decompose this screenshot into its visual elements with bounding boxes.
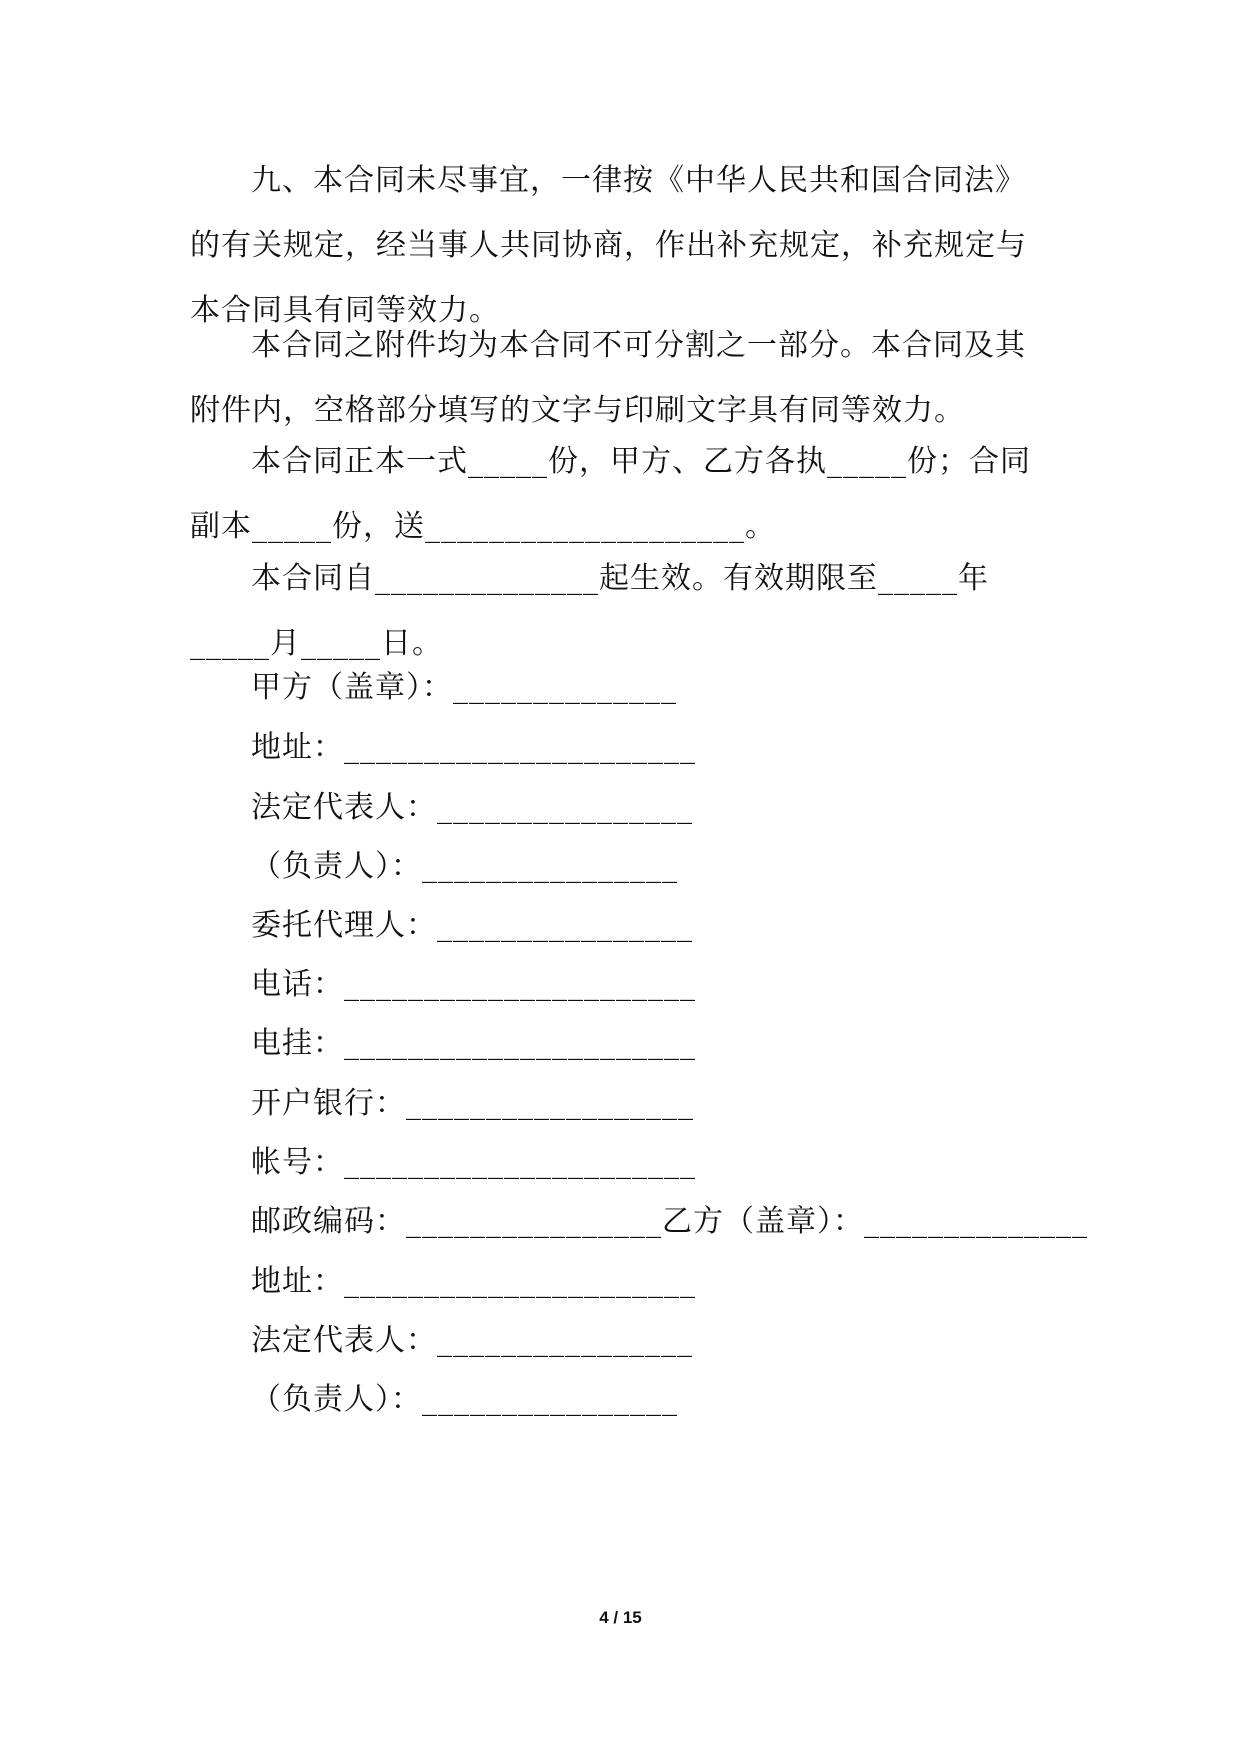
page-number: 4 / 15 [599,1608,642,1627]
postcode-and-party-b-seal-line: 邮政编码：________________乙方（盖章）：______________ [251,1204,1088,1239]
party-a-seal-line: 甲方（盖章）：______________ [251,670,677,705]
attachments-paragraph: 本合同之附件均为本合同不可分割之一部分。本合同及其附件内，空格部分填写的文字与印刷文字具有同等效力。 [190,328,1026,428]
party-a-bank-line: 开户银行：__________________ [251,1086,694,1121]
party-b-address-line: 地址：______________________ [251,1264,696,1299]
party-a-responsible-line: （负责人）：________________ [251,849,678,884]
effective-date-paragraph: 本合同自______________起生效。有效期限至_____年_____月_____日。 [190,561,989,661]
party-a-address-line: 地址：______________________ [251,730,696,765]
party-b-responsible-line: （负责人）：________________ [251,1382,678,1417]
party-a-account-line: 帐号：______________________ [251,1145,696,1180]
clause-nine-paragraph: 九、本合同未尽事宜，一律按《中华人民共和国合同法》的有关规定，经当事人共同协商，作出补充规定，补充规定与本合同具有同等效力。 [190,163,1027,328]
party-a-legal-rep-line: 法定代表人：________________ [251,790,693,825]
party-a-agent-line: 委托代理人：________________ [251,908,693,943]
party-a-telegraph-line: 电挂：______________________ [251,1026,696,1061]
party-a-phone-line: 电话：______________________ [251,967,696,1002]
copies-paragraph: 本合同正本一式_____份，甲方、乙方各执_____份；合同副本_____份，送____________________。 [190,444,1031,544]
party-b-legal-rep-line: 法定代表人：________________ [251,1323,693,1358]
